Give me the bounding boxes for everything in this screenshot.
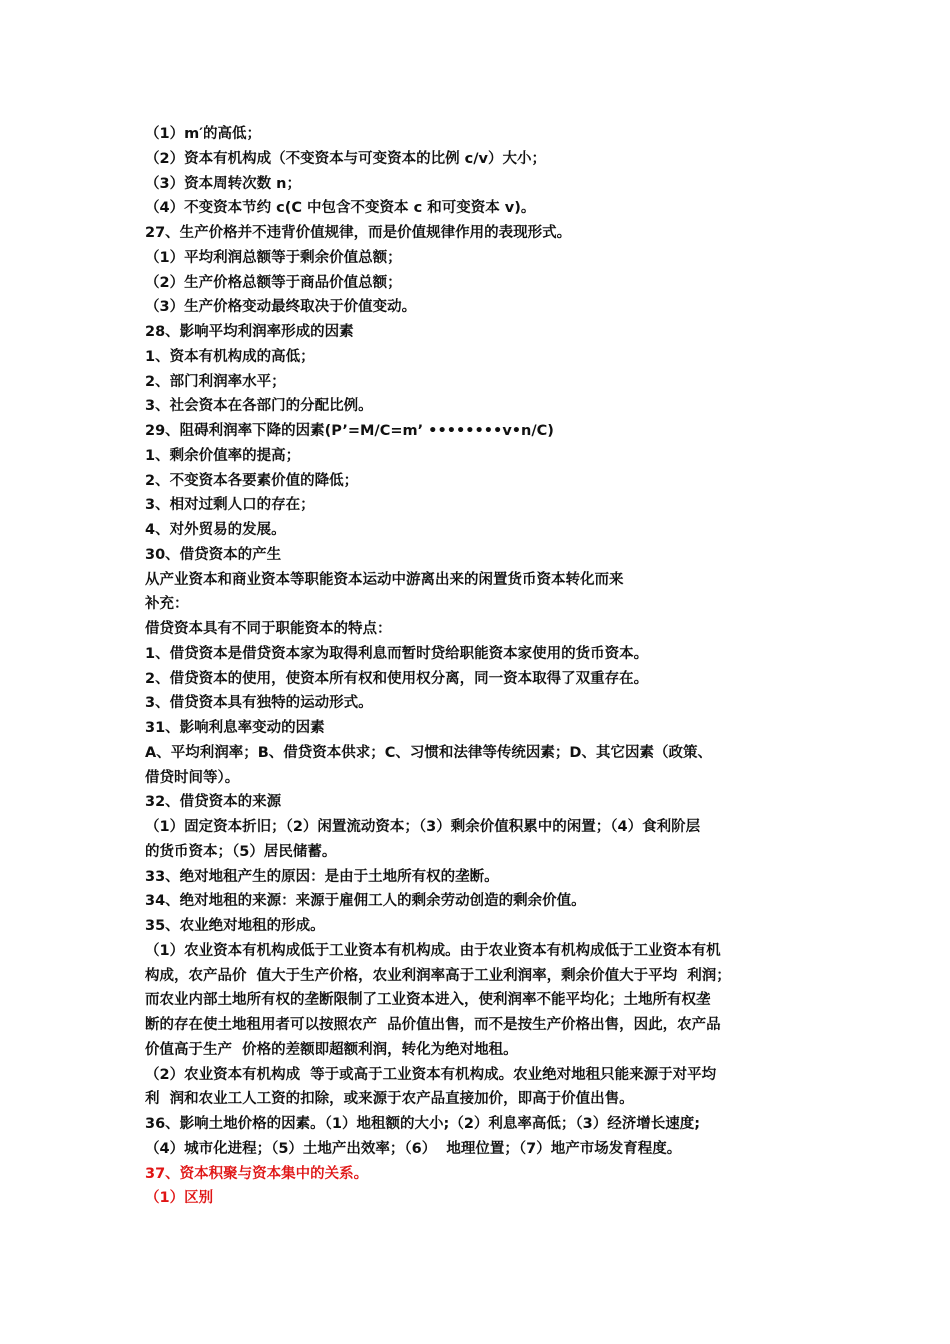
highlight-text-line: 37、资本积聚与资本集中的关系。 (145, 1165, 369, 1182)
text-line: （3）生产价格变动最终取决于价值变动。 (145, 299, 417, 316)
text-line: 构成，农产品价 值大于生产价格，农业利润率高于工业利润率，剩余价值大于平均 利润； (145, 967, 731, 984)
text-line: （2）资本有机构成（不变资本与可变资本的比例 c/v）大小； (145, 150, 546, 167)
text-line: 3、相对过剩人口的存在； (145, 497, 315, 514)
text-line: 3、社会资本在各部门的分配比例。 (145, 398, 373, 415)
text-line: 2、不变资本各要素价值的降低； (145, 472, 359, 489)
text-line: 借贷资本具有不同于职能资本的特点： (145, 621, 392, 637)
text-line: （4）不变资本节约 c(C 中包含不变资本 c 和可变资本 v)。 (145, 200, 536, 217)
text-line: 的货币资本；（5）居民储蓄。 (145, 843, 337, 860)
text-line: 1、借贷资本是借贷资本家为取得利息而暂时贷给职能资本家使用的货币资本。 (145, 645, 649, 662)
text-line: 32、借贷资本的来源 (145, 794, 282, 811)
text-line: 35、农业绝对地租的形成。 (145, 918, 325, 934)
text-line: 1、剩余价值率的提高； (145, 447, 301, 464)
text-line: 借贷时间等）。 (145, 769, 240, 786)
text-line: 29、阻碍利润率下降的因素(P’=M/C=m’ ••••••••v•n/C) (145, 423, 554, 439)
text-line: 2、部门利润率水平； (145, 373, 286, 390)
text-line: （4）城市化进程；（5）土地产出效率；（6） 地理位置；（7）地产市场发育程度。 (145, 1140, 682, 1157)
text-line: 27、生产价格并不违背价值规律，而是价值规律作用的表现形式。 (145, 225, 572, 241)
text-line: （1）平均利润总额等于剩余价值总额； (145, 249, 402, 266)
text-line: 1、资本有机构成的高低； (145, 348, 315, 365)
text-line: （3）资本周转次数 n； (145, 175, 301, 192)
text-line: 利 润和农业工人工资的扣除，或来源于农产品直接加价，即高于价值出售。 (145, 1091, 634, 1108)
text-line: 从产业资本和商业资本等职能资本运动中游离出来的闲置货币资本转化而来 (145, 571, 624, 588)
text-line: （1）固定资本折旧；（2）闲置流动资本；（3）剩余价值积累中的闲置；（4）食利阶层 (145, 819, 701, 835)
text-line: （2）生产价格总额等于商品价值总额； (145, 274, 402, 291)
text-line: 2、借贷资本的使用，使资本所有权和使用权分离，同一资本取得了双重存在。 (145, 670, 649, 687)
text-line: 28、影响平均利润率形成的因素 (145, 324, 354, 340)
text-line: 断的存在使土地租用者可以按照农产 品价值出售，而不是按生产价格出售，因此，农产品 (145, 1017, 721, 1033)
text-line: 而农业内部土地所有权的垄断限制了工业资本进入，使利润率不能平均化；土地所有权垄 (145, 992, 711, 1009)
text-line: 30、借贷资本的产生 (145, 546, 282, 563)
text-line: （1）m′的高低； (145, 126, 262, 142)
text-line: 33、绝对地租产生的原因：是由于土地所有权的垄断。 (145, 868, 499, 885)
text-line: 4、对外贸易的发展。 (145, 522, 286, 538)
text-line: 36、影响土地价格的因素。（1）地租额的大小;（2）利息率高低；（3）经济增长速度; (145, 1116, 701, 1132)
document-page (145, 122, 815, 1211)
text-line: 补充： (145, 596, 189, 613)
text-line: 3、借贷资本具有独特的运动形式。 (145, 695, 373, 712)
text-line: 34、绝对地租的来源：来源于雇佣工人的剩余劳动创造的剩余价值。 (145, 893, 586, 910)
text-line: （2）农业资本有机构成 等于或高于工业资本有机构成。农业绝对地租只能来源于对平均 (145, 1066, 717, 1083)
text-line: A、平均利润率；B、借贷资本供求；C、习惯和法律等传统因素；D、其它因素（政策、 (145, 744, 712, 761)
text-line: （1）农业资本有机构成低于工业资本有机构成。由于农业资本有机构成低于工业资本有机 (145, 942, 721, 959)
highlight-text-line: （1）区别 (145, 1190, 214, 1207)
text-line: 31、影响利息率变动的因素 (145, 720, 325, 736)
text-line: 价值高于生产 价格的差额即超额利润，转化为绝对地租。 (145, 1041, 518, 1058)
